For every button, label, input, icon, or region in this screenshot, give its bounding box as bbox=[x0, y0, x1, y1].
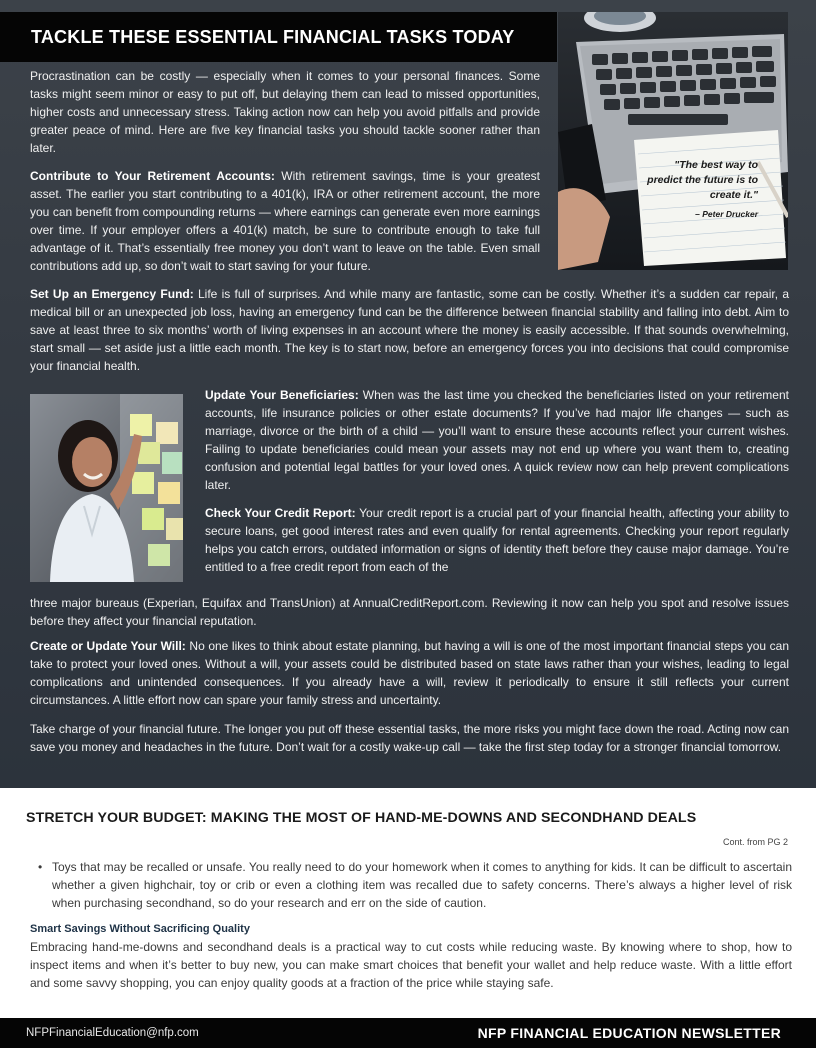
emergency-text: Life is full of surprises. And while many are fantastic, some can be costly. Whether it’s a sudden car repair, a medical bill or an unexpected job loss, having an emergency fund can be the difference between financial stability and falling into debt. Aim to save at least three to six months’ worth of living expenses in an account where the money is easily accessible. If that sounds overwhelming, start small — set aside just a little each month. The key is to start now, before an emergency forces you into decisions that could compromise your financial health. bbox=[30, 287, 789, 373]
article-secondhand-deals bbox=[0, 788, 816, 1018]
newsletter-footer bbox=[0, 1018, 816, 1048]
quote-author: – Peter Drucker bbox=[695, 209, 758, 219]
woman-illustration bbox=[30, 394, 183, 582]
intro-paragraph: Procrastination can be costly — especially when it comes to your personal finances. Some tasks might seem minor or easy to put off, but delaying them can lead to missed opportunities, higher costs and unnecessary stress. Taking action now can help you avoid pitfalls and provide greater peace of mind. Here are five key financial tasks you should tackle sooner rather than later. bbox=[30, 69, 540, 155]
credit-paragraph bbox=[205, 504, 789, 576]
credit-continued-paragraph: three major bureaus (Experian, Equifax and TransUnion) at AnnualCreditReport.com. Reviewing it now can help you spot and resolve issues before they affect your financial reputation. bbox=[30, 596, 789, 628]
laptop-illustration bbox=[558, 12, 788, 270]
woman-sticky-notes-photo bbox=[30, 394, 183, 582]
emergency-paragraph bbox=[30, 285, 789, 375]
beneficiaries-heading: Update Your Beneficiaries: bbox=[205, 388, 359, 402]
footer-email-link[interactable]: NFPFinancialEducation@nfp.com bbox=[26, 1027, 199, 1039]
continued-from-note: Cont. from PG 2 bbox=[722, 837, 788, 847]
article-title-bar bbox=[0, 12, 557, 62]
laptop-photo bbox=[558, 12, 788, 270]
beneficiaries-paragraph bbox=[205, 386, 789, 494]
footer-brand: NFP FINANCIAL EDUCATION NEWSLETTER bbox=[477, 1025, 781, 1041]
retirement-heading: Contribute to Your Retirement Accounts: bbox=[30, 169, 275, 183]
pull-quote bbox=[646, 158, 758, 220]
emergency-heading: Set Up an Emergency Fund: bbox=[30, 287, 194, 301]
credit-text: Your credit report is a crucial part of your financial health, affecting your ability to secure loans, get good interest rates and even qualify for rental agreements. Checking your report regularly helps you catch errors, outdated information or signs of identity theft before they cause major damage. You’re entitled to a free credit report from each of the bbox=[205, 506, 790, 574]
retirement-paragraph bbox=[30, 167, 540, 275]
quote-text: "The best way to predict the future is to create it." bbox=[647, 159, 758, 201]
will-paragraph bbox=[30, 637, 789, 709]
list-item: • Toys that may be recalled or unsafe. You really need to do your homework when it comes to anything for kids. It can be difficult to ascertain whether a given highchair, toy or crib or even a clothing item was recalled due to safety concerns. There’s always a higher level of risk when purchasing secondhand, so do your research and err on the side of caution. bbox=[38, 858, 792, 912]
article2-closing-paragraph: Embracing hand-me-downs and secondhand deals is a practical way to cut costs while reducing waste. By knowing where to shop, how to inspect items and when it’s better to buy new, you can make smart choices that benefit your wallet and help reduce waste. With a little effort and some savvy shopping, you can enjoy quality goods at a fraction of the price while staying safe. bbox=[30, 940, 792, 990]
will-text: No one likes to think about estate planning, but having a will is one of the most important financial steps you can take to protect your loved ones. Without a will, your assets could be distributed based on state laws rather than your wishes, leading to legal complications and unintended consequences. If you already have a will, review it periodically to ensure it still reflects your current circumstances. A little effort now can spare your family stress and uncertainty. bbox=[30, 639, 789, 707]
credit-heading: Check Your Credit Report: bbox=[205, 506, 356, 520]
beneficiaries-text: When was the last time you checked the beneficiaries listed on your retirement accounts, life insurance policies or other estate documents? If you’ve had major life changes — such as marriage, divorce or the birth of a child — you’ll want to ensure these accounts reflect your current wishes. Failing to update beneficiaries could mean your assets may not end up where you want them to, creating confusion and potential legal battles for your loved ones. A quick review now can help prevent complications later. bbox=[205, 388, 789, 492]
will-heading: Create or Update Your Will: bbox=[30, 639, 186, 653]
article-title: TACKLE THESE ESSENTIAL FINANCIAL TASKS TODAY bbox=[31, 26, 515, 47]
conclusion-paragraph: Take charge of your financial future. The longer you put off these essential tasks, the more risks you might face down the road. Acting now can save you money and headaches in the future. Don’t wait for a costly wake-up call — take the first step today for a stronger financial tomorrow. bbox=[30, 722, 789, 754]
retirement-text: With retirement savings, time is your greatest asset. The earlier you start contributing to a 401(k), IRA or other retirement account, the more you can benefit from compounding returns — where earnings can generate even more earnings over time. If your employer offers a 401(k) match, be sure to contribute enough to take full advantage of it. That’s essentially free money you don’t want to leave on the table. Even small contributions add up, so don’t wait to start saving for your future. bbox=[30, 169, 541, 273]
article2-title: STRETCH YOUR BUDGET: MAKING THE MOST OF HAND-ME-DOWNS AND SECONDHAND DEALS bbox=[26, 810, 697, 826]
article2-subheading: Smart Savings Without Sacrificing Quality bbox=[30, 923, 250, 935]
